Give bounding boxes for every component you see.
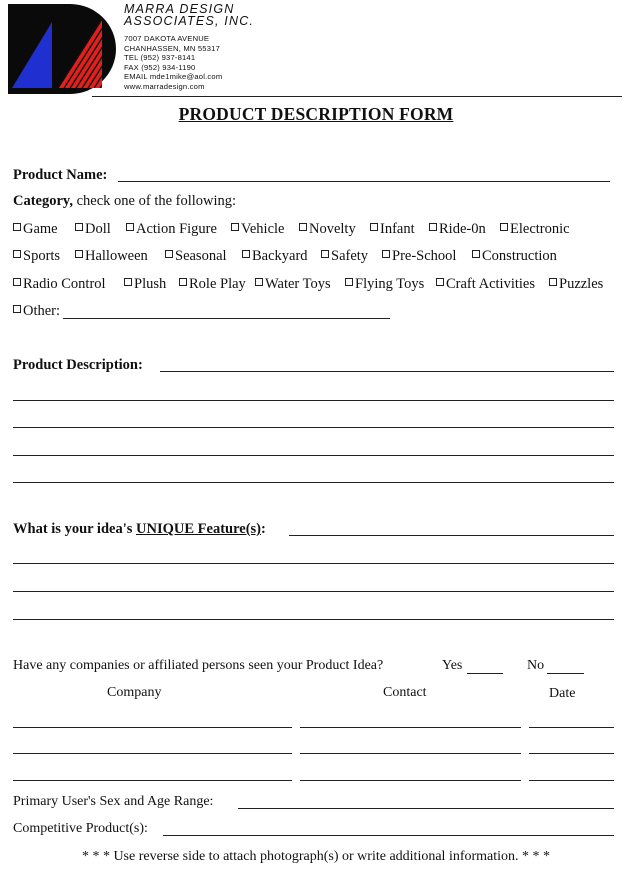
category-option-backyard[interactable]: Backyard — [242, 248, 308, 265]
telephone: TEL (952) 937-8141 — [124, 53, 196, 63]
contact-field-1[interactable] — [300, 727, 521, 728]
no-label: No — [527, 658, 545, 673]
checkbox[interactable] — [231, 223, 239, 231]
competitive-products-field[interactable] — [163, 835, 614, 836]
category-option-role-play[interactable]: Role Play — [179, 276, 246, 293]
category-option-water-toys[interactable]: Water Toys — [255, 276, 331, 293]
fax: FAX (952) 934-1190 — [124, 62, 196, 72]
category-option-craft-activities[interactable]: Craft Activities — [436, 276, 535, 293]
website: www.marradesign.com — [124, 81, 205, 91]
category-label: Category, — [13, 193, 73, 209]
company-field-2[interactable] — [13, 753, 292, 754]
category-option-halloween[interactable]: Halloween — [75, 248, 148, 265]
company-logo — [8, 4, 118, 94]
column-header-date: Date — [549, 686, 576, 701]
unique-features-field-line-4[interactable] — [13, 619, 614, 620]
city-state-zip: CHANHASSEN, MN 55317 — [124, 43, 220, 53]
checkbox[interactable] — [242, 250, 250, 258]
checkbox[interactable] — [429, 223, 437, 231]
company-name-line2: ASSOCIATES, INC. — [124, 14, 255, 28]
marra-logo-icon — [8, 4, 118, 94]
email: EMAIL mde1mike@aol.com — [124, 72, 223, 82]
product-description-field-line-1[interactable] — [160, 371, 614, 372]
product-description-label: Product Description: — [13, 357, 143, 373]
product-name-label: Product Name: — [13, 167, 108, 183]
checkbox[interactable] — [345, 278, 353, 286]
checkbox[interactable] — [124, 278, 132, 286]
checkbox[interactable] — [13, 223, 21, 231]
product-description-field-line-4[interactable] — [13, 455, 614, 456]
category-option-doll[interactable]: Doll — [75, 221, 111, 238]
category-option-sports[interactable]: Sports — [13, 248, 60, 265]
footer-note: * * * Use reverse side to attach photograph(s) or write additional information. * * * — [81, 849, 551, 864]
unique-keyword: UNIQUE Feature(s) — [136, 521, 261, 537]
category-option-safety[interactable]: Safety — [321, 248, 368, 265]
checkbox[interactable] — [436, 278, 444, 286]
checkbox[interactable] — [500, 223, 508, 231]
category-option-other[interactable]: Other: — [13, 303, 60, 320]
product-description-field-line-2[interactable] — [13, 400, 614, 401]
checkbox[interactable] — [321, 250, 329, 258]
checkbox[interactable] — [13, 250, 21, 258]
unique-features-label: What is your idea's UNIQUE Feature(s): — [13, 521, 266, 537]
category-option-vehicle[interactable]: Vehicle — [231, 221, 284, 238]
company-name-line1: MARRA DESIGN — [124, 2, 235, 16]
checkbox[interactable] — [13, 278, 21, 286]
street-address: 7007 DAKOTA AVENUE — [124, 34, 210, 43]
checkbox[interactable] — [13, 305, 21, 313]
checkbox[interactable] — [126, 223, 134, 231]
category-option-seasonal[interactable]: Seasonal — [165, 248, 227, 265]
product-name-field[interactable] — [118, 181, 610, 182]
checkbox[interactable] — [299, 223, 307, 231]
primary-user-field[interactable] — [238, 808, 614, 809]
unique-features-field-line-1[interactable] — [289, 535, 614, 536]
checkbox[interactable] — [165, 250, 173, 258]
category-option-puzzles[interactable]: Puzzles — [549, 276, 603, 293]
contact-field-3[interactable] — [300, 780, 521, 781]
checkbox[interactable] — [382, 250, 390, 258]
date-field-2[interactable] — [529, 753, 614, 754]
company-field-3[interactable] — [13, 780, 292, 781]
column-header-company: Company — [107, 685, 162, 700]
checkbox[interactable] — [549, 278, 557, 286]
checkbox[interactable] — [75, 223, 83, 231]
category-option-construction[interactable]: Construction — [472, 248, 557, 265]
yes-label: Yes — [442, 658, 463, 673]
contact-field-2[interactable] — [300, 753, 521, 754]
company-contact-info — [124, 34, 222, 92]
company-field-1[interactable] — [13, 727, 292, 728]
category-instruction: check one of the following: — [73, 193, 237, 209]
checkbox[interactable] — [370, 223, 378, 231]
other-category-field[interactable] — [63, 318, 390, 319]
checkbox[interactable] — [472, 250, 480, 258]
category-option-ride-on[interactable]: Ride-0n — [429, 221, 486, 238]
header-divider — [92, 96, 622, 97]
category-option-radio-control[interactable]: Radio Control — [13, 276, 106, 293]
category-option-plush[interactable]: Plush — [124, 276, 166, 293]
product-description-field-line-5[interactable] — [13, 482, 614, 483]
checkbox[interactable] — [75, 250, 83, 258]
checkbox[interactable] — [255, 278, 263, 286]
date-field-1[interactable] — [529, 727, 614, 728]
no-field[interactable] — [547, 673, 584, 674]
column-header-contact: Contact — [383, 685, 427, 700]
category-option-novelty[interactable]: Novelty — [299, 221, 356, 238]
checkbox[interactable] — [179, 278, 187, 286]
date-field-3[interactable] — [529, 780, 614, 781]
form-title: PRODUCT DESCRIPTION FORM — [178, 104, 454, 124]
category-option-action-figure[interactable]: Action Figure — [126, 221, 217, 238]
category-option-infant[interactable]: Infant — [370, 221, 415, 238]
yes-field[interactable] — [467, 673, 503, 674]
category-option-flying-toys[interactable]: Flying Toys — [345, 276, 424, 293]
category-heading — [13, 193, 236, 210]
primary-user-label: Primary User's Sex and Age Range: — [13, 794, 214, 809]
unique-features-field-line-3[interactable] — [13, 591, 614, 592]
category-option-game[interactable]: Game — [13, 221, 58, 238]
competitive-products-label: Competitive Product(s): — [13, 821, 148, 836]
unique-features-field-line-2[interactable] — [13, 563, 614, 564]
company-name — [124, 3, 254, 27]
seen-question: Have any companies or affiliated persons seen your Product Idea? — [13, 658, 384, 673]
product-description-field-line-3[interactable] — [13, 427, 614, 428]
category-option-electronic[interactable]: Electronic — [500, 221, 570, 238]
category-option-pre-school[interactable]: Pre-School — [382, 248, 456, 265]
